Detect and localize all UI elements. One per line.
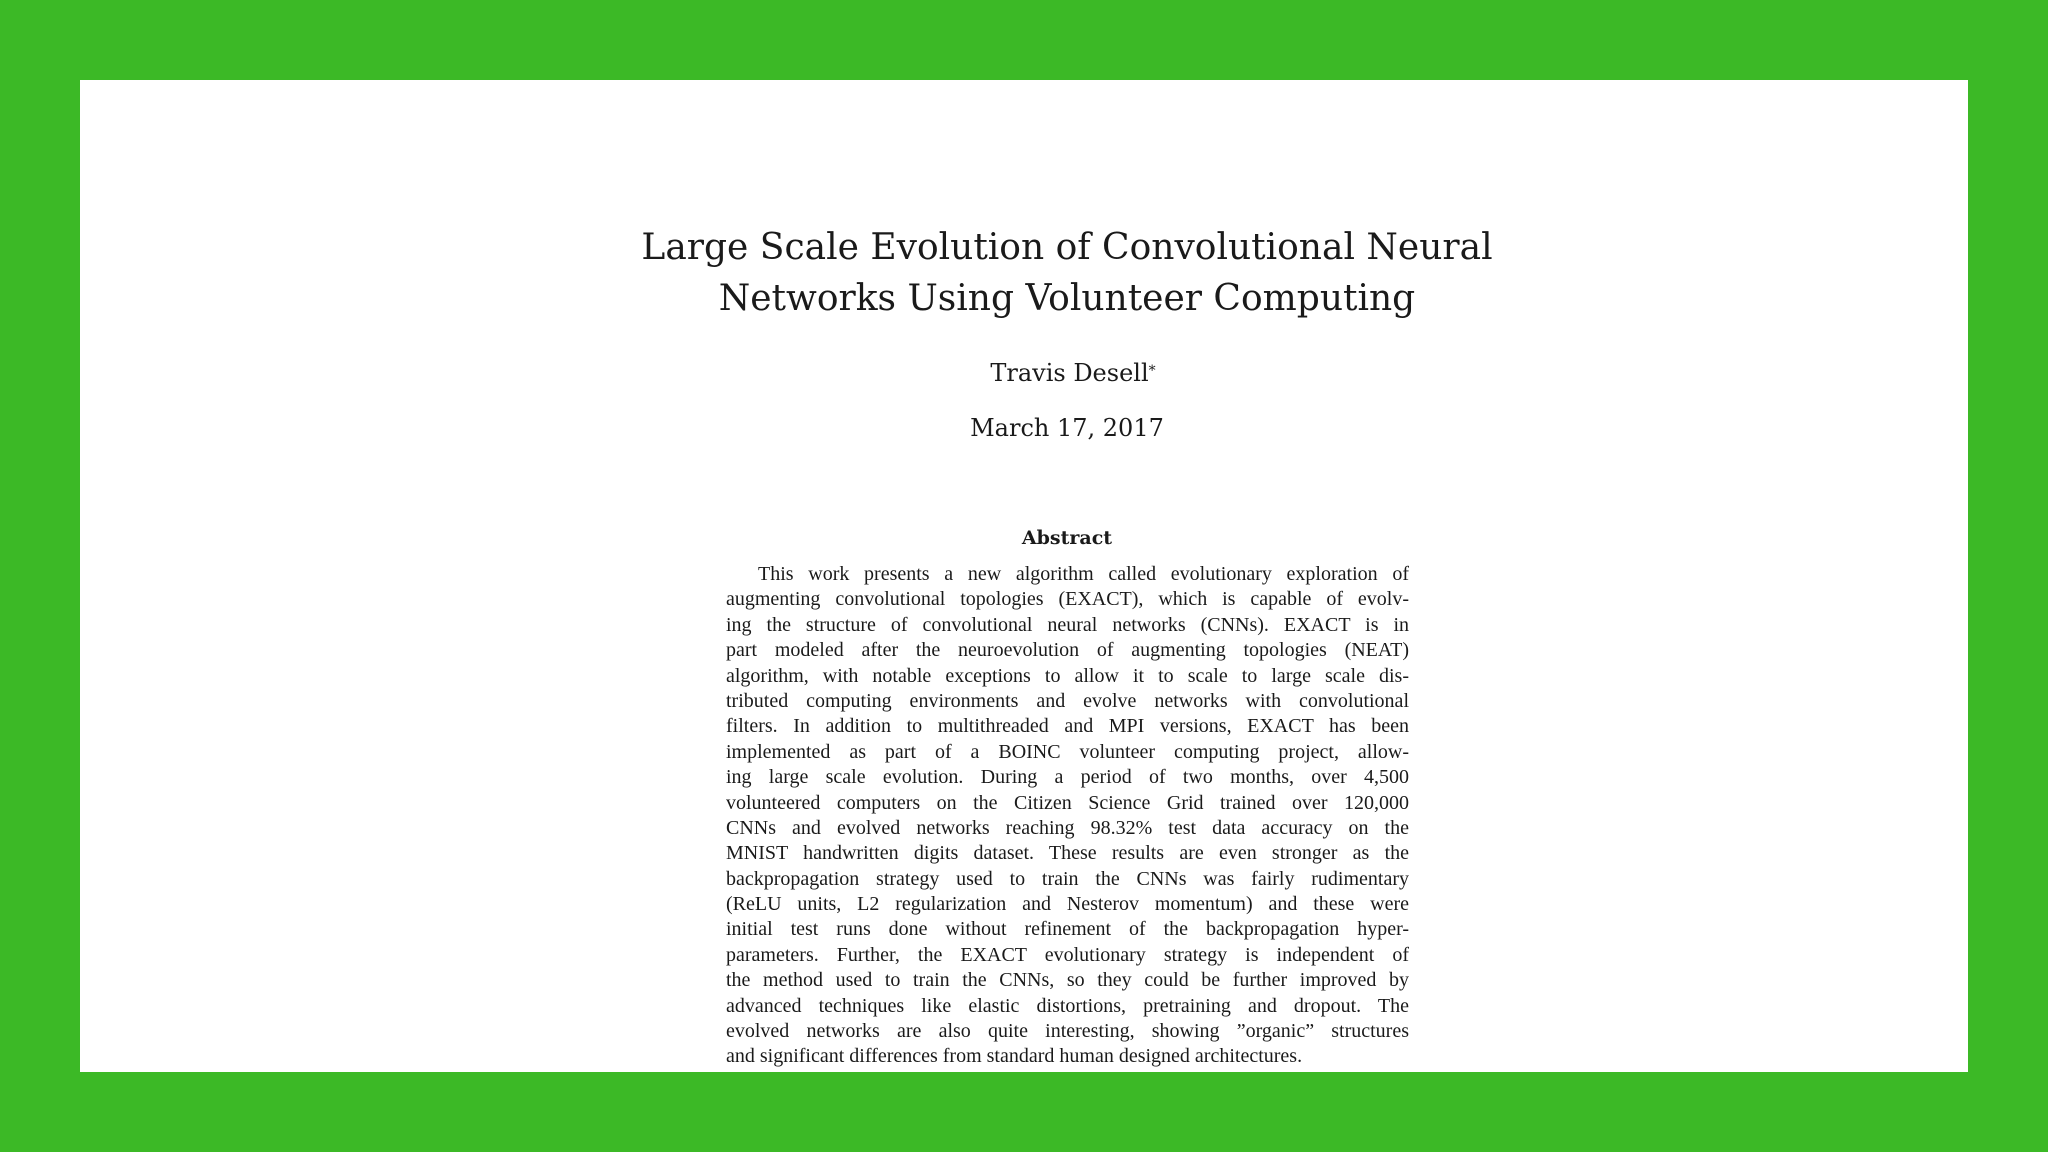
- abstract-line: implemented as part of a BOINC volunteer computing project, allow-: [726, 740, 1409, 763]
- abstract-line: part modeled after the neuroevolution of augmenting topologies (NEAT): [726, 639, 1409, 662]
- abstract-line: algorithm, with notable exceptions to allow it to scale to large scale dis-: [726, 664, 1409, 687]
- abstract-line: This work presents a new algorithm called evolutionary exploration of: [758, 563, 1409, 585]
- abstract-line: initial test runs done without refinement of the backpropagation hyper-: [726, 918, 1409, 941]
- author-name: [80, 357, 1968, 389]
- abstract-line: ing large scale evolution. During a period of two months, over 4,500: [726, 766, 1409, 789]
- author-footnote-mark: *: [1148, 363, 1156, 379]
- title-line: Networks Using Volunteer Computing: [718, 278, 1416, 319]
- abstract-line: the method used to train the CNNs, so they could be further improved by: [726, 969, 1409, 992]
- abstract-line: MNIST handwritten digits dataset. These results are even stronger as the: [726, 842, 1409, 865]
- abstract-line: augmenting convolutional topologies (EXACT), which is capable of evolv-: [726, 588, 1409, 611]
- abstract-line: ing the structure of convolutional neural networks (CNNs). EXACT is in: [726, 613, 1409, 636]
- abstract-line: filters. In addition to multithreaded and MPI versions, EXACT has been: [726, 715, 1409, 738]
- abstract-line: parameters. Further, the EXACT evolutionary strategy is independent of: [726, 943, 1409, 966]
- abstract-line: and significant differences from standard human designed architectures.: [726, 1045, 1303, 1068]
- abstract-line: advanced techniques like elastic distortions, pretraining and dropout. The: [726, 994, 1409, 1017]
- paper-page: [80, 80, 1968, 1072]
- abstract-line: (ReLU units, L2 regularization and Nesterov momentum) and these were: [726, 893, 1409, 916]
- abstract-line: backpropagation strategy used to train the CNNs was fairly rudimentary: [726, 867, 1409, 890]
- title-line: Large Scale Evolution of Convolutional Neural: [641, 227, 1493, 268]
- author-name-text: Travis Desell: [990, 359, 1149, 387]
- publication-date: March 17, 2017: [970, 414, 1164, 442]
- abstract-line: evolved networks are also quite interesting, showing ”organic” structures: [726, 1020, 1409, 1043]
- abstract-line: volunteered computers on the Citizen Science Grid trained over 120,000: [726, 791, 1409, 814]
- abstract-heading: Abstract: [1021, 527, 1113, 549]
- paper-title: [80, 222, 1968, 324]
- abstract-body: [726, 562, 1409, 1070]
- abstract-line: tributed computing environments and evolve networks with convolutional: [726, 689, 1409, 712]
- abstract-line: CNNs and evolved networks reaching 98.32% test data accuracy on the: [726, 816, 1409, 839]
